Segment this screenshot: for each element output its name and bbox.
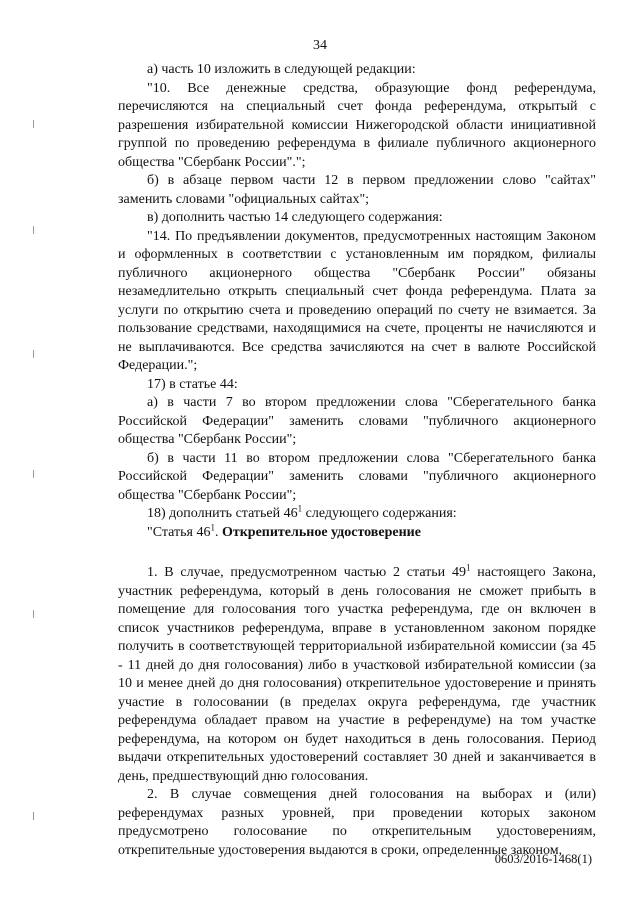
paragraph-10-superscript: 1	[465, 562, 471, 573]
scan-mark	[33, 470, 34, 478]
paragraph-4: в) дополнить частью 14 следующего содержания:	[147, 210, 443, 225]
article-heading-dot: .	[214, 524, 222, 540]
paragraph-8: б) в части 11 во втором предложении слова "Сберегательного банка Российской Федерации" заменить словами "публичного акционерного общества "Сбербанк России";	[118, 450, 596, 503]
scan-mark	[33, 812, 34, 820]
paragraph-1: а) часть 10 изложить в следующей редакции:	[147, 62, 416, 77]
page-number: 34	[313, 38, 327, 53]
spacer	[118, 542, 596, 564]
article-title: Открепительное удостоверение	[221, 524, 421, 540]
paragraph-3: б) в абзаце первом части 12 в первом предложении слово "сайтах" заменить словами "официальных сайтах";	[118, 173, 596, 207]
paragraph-10	[118, 564, 596, 786]
paragraph-2: "10. Все денежные средства, образующие фонд референдума, перечисляются на специальный счет фонда референдума, открытый с разрешения избирательной комиссии Нижегородской области инициативной группой по проведению референдума в филиале публичного акционерного общества "Сбербанк России".";	[118, 80, 596, 170]
article-heading-prefix: "Статья 46	[147, 524, 211, 540]
scan-mark	[33, 610, 34, 618]
scan-mark	[33, 226, 34, 234]
scan-mark	[33, 120, 34, 128]
paragraph-5: "14. По предъявлении документов, предусмотренных настоящим Законом и оформленных в соответствии с установленным им порядком, филиалы публичного акционерного общества "Сбербанк России" обязаны незамедлительно открыть специальный счет фонда референдума. Плата за услуги по открытию счета и проведению операций по счету не взимается. За пользование средствами, находящимися на счете, проценты не начисляются и не выплачиваются. Все средства зачисляются на счет в валюте Российской Федерации.";	[118, 228, 596, 373]
paragraph-9	[118, 505, 596, 524]
document-code: 0603/2016-1468(1)	[494, 852, 592, 866]
paragraph-6: 17) в статье 44:	[147, 376, 238, 392]
paragraph-9-superscript: 1	[297, 503, 303, 514]
scan-mark	[33, 350, 34, 358]
article-heading-superscript: 1	[210, 521, 215, 532]
paragraph-11: 2. В случае совмещения дней голосования на выборах и (или) референдумах разных уровней, при проведении которых законом предусмотрено голосование по открепительным удостоверениям, открепительные удостоверения выдаются в сроки, определенные законом,	[118, 787, 596, 858]
paragraph-10-text-end: настоящего Закона, участник референдума, который в день голосования не сможет прибыть в помещение для голосования того участка референдума, где он включен в список участников референдума, вправе в установленном законом порядке получить в соответствующей территориальной избирательной комиссии (за 45 - 11 дней до дня голосования) либо в участковой избирательной комиссии (за 10 и менее дней до дня голосования) открепительное удостоверение и принять участие в голосовании (в пределах округа референдума, где участник референдума обладает правом на участие в референдуме) на том участке референдума, на котором он будет находиться в день голосования. Период выдачи открепительных удостоверений составляет 30 дней и заканчивается в день, предшествующий дню голосования.	[118, 565, 596, 784]
paragraph-10-text: 1. В случае, предусмотренном частью 2 статьи 49	[147, 565, 466, 580]
paragraph-7: а) в части 7 во втором предложении слова "Сберегательного банка Российской Федерации" заменить словами "публичного акционерного общества "Сбербанк России";	[118, 395, 596, 447]
paragraph-9-text-end: следующего содержания:	[302, 506, 457, 521]
article-heading	[118, 521, 596, 543]
document-body	[118, 61, 596, 860]
paragraph-9-text: 18) дополнить статьей 46	[147, 506, 298, 521]
